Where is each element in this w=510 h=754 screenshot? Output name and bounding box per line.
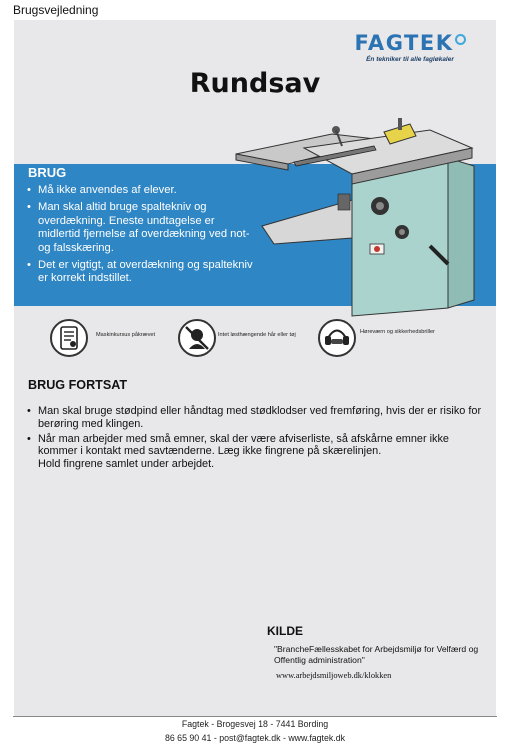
brug-item: • Må ikke anvendes af elever. [26, 184, 258, 197]
page-title: Rundsav [189, 68, 321, 99]
footer-address: Fagtek - Brogesvej 18 - 7441 Bording [181, 719, 329, 729]
footer-contact: 86 65 90 41 - post@fagtek.dk - www.fagtek.dk [164, 733, 346, 743]
no-loose-hair-icon [178, 319, 216, 357]
logo-mark-icon [455, 34, 466, 45]
brug-fortsat-heading: BRUG FORTSAT [28, 378, 128, 392]
document-type-label: Brugsvejledning [13, 3, 99, 17]
brug-list [26, 184, 258, 290]
brug-heading: BRUG [28, 165, 67, 180]
logo-tagline: Én tekniker til alle fagløkaler [366, 56, 454, 63]
course-certificate-icon [50, 319, 88, 357]
kilde-url: www.arbejdsmiljoweb.dk/klokken [276, 671, 392, 680]
brug-fortsat-item: • Når man arbejder med små emner, skal der være afviserliste, så afskårne emner ikke kommer i kontakt med savtænderne. Læg ikke fingrene på skærelinjen. Hold fingrene samlet under arbejdet. [26, 433, 488, 471]
hearing-eye-protection-icon [318, 319, 356, 357]
brug-fortsat-item: • Man skal bruge stødpind eller håndtag med stødklodser ved fremføring, hvis der er risiko for berøring med klingen. [26, 405, 488, 431]
safety-icons [14, 316, 496, 360]
safety-icon-label: Intet løsthængende hår eller tøj [218, 332, 296, 338]
safety-icon-label: Høreværn og sikkerhedsbriller [360, 329, 435, 335]
kilde-heading: KILDE [267, 624, 303, 638]
footer-divider [13, 716, 497, 717]
safety-icon-label: Maskinkursus påkrævet [96, 332, 156, 338]
logo-wordmark: FAGTEK [354, 31, 454, 55]
brug-item: • Det er vigtigt, at overdækning og spaltekniv er korrekt indstillet. [26, 259, 258, 286]
brug-item: • Man skal altid bruge spaltekniv og overdækning. Eneste undtagelse er midlertid fjernelse af overdækning ved not- og falsskæring. [26, 201, 258, 255]
brug-fortsat-list [26, 405, 488, 473]
kilde-source-text: "BrancheFællesskabet for Arbejdsmiljø for Velfærd og Offentlig administration" [274, 644, 479, 665]
table-saw-illustration [234, 118, 496, 318]
instruction-sheet [14, 20, 496, 716]
fagtek-logo [344, 32, 476, 63]
